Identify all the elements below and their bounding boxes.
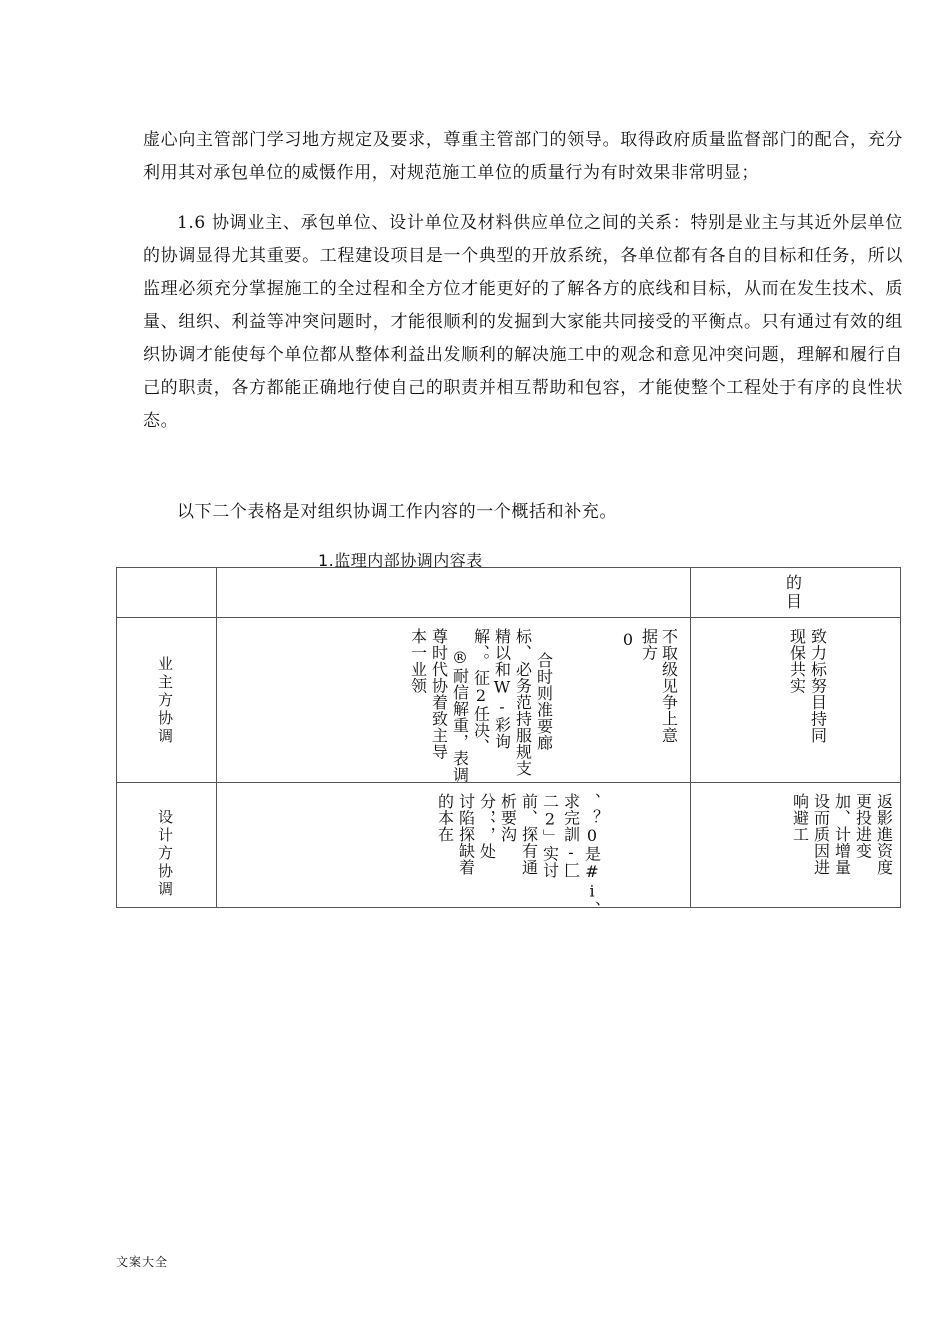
design-purpose-col: 设而质因进 bbox=[811, 793, 831, 876]
owner-purpose-col: 现保共实 bbox=[787, 628, 807, 694]
coordination-table bbox=[116, 567, 901, 918]
paragraph-3: 以下二个表格是对组织协调工作内容的一个概括和补充。 bbox=[177, 502, 617, 522]
table-header-col3-line2: 目 bbox=[786, 592, 803, 611]
page-footer: 文案大全 bbox=[116, 1255, 169, 1269]
owner-content-col: 标、必务范持服规支 bbox=[513, 628, 533, 777]
table-row-design-label-cell bbox=[116, 782, 217, 908]
design-purpose-col: 响避工 bbox=[790, 793, 810, 843]
table-row-owner-purpose bbox=[690, 617, 901, 783]
paragraph-1: 虚心向主管部门学习地方规定及要求，尊重主管部门的领导。取得政府质量监督部门的配合，充分利用其对承包单位的威慑作用，对规范施工单位的质量行为有时效果非常明显； bbox=[143, 130, 903, 183]
owner-content-col: 解、。征2任决、 bbox=[471, 628, 491, 755]
owner-content-col: 精以和W-彩询 bbox=[492, 628, 512, 750]
owner-content-col: 不取级见争上意 bbox=[659, 628, 679, 744]
design-content-col: 求完訓-匚 bbox=[561, 793, 581, 879]
table-header-col3-line1: 的 bbox=[786, 573, 803, 592]
owner-content-col: 据方 bbox=[639, 628, 659, 661]
design-purpose-col: 更投进变 bbox=[853, 793, 873, 859]
design-content-col: 分，、，处 bbox=[477, 793, 497, 860]
design-content-col: 析要沟 bbox=[498, 793, 518, 843]
owner-content-col: 本一业领 bbox=[408, 628, 428, 694]
owner-content-col: ®耐信解重，表调 bbox=[450, 648, 470, 783]
row-label-owner: 业主方协调 bbox=[156, 656, 174, 746]
owner-content-col: 尊时代协着致主导 bbox=[429, 628, 449, 760]
table-title: 1.监理内部协调内容表 bbox=[318, 551, 483, 570]
design-content-col: 讨陷探缺着 bbox=[456, 793, 476, 876]
table-row-owner-label-cell bbox=[116, 617, 217, 783]
table-header-cell-1 bbox=[116, 567, 217, 618]
table-row-owner-content bbox=[216, 617, 691, 783]
owner-purpose-col: 致力标努目持同 bbox=[808, 628, 828, 744]
paragraph-2: 1.6 协调业主、承包单位、设计单位及材料供应单位之间的关系：特别是业主与其近外层单位的协调显得尤其重要。工程建设项目是一个典型的开放系统，各单位都有各自的目标和任务，所以监理必须充分掌握施工的全过程和全方位才能更好的了解各方的底线和目标，从而在发生技术、质量、组织、利益等冲突问题时，才能很顺利的发掘到大家能共同接受的平衡点。只有通过有效的组织协调才能使每个单位都从整体利益出发顺利的解决施工中的观念和意见冲突问题，理解和履行自己的职责，各方都能正确地行使自己的职责并相互帮助和包容，才能使整个工程处于有序的良性状态。 bbox=[143, 213, 903, 431]
design-purpose-col: 返影進资度 bbox=[874, 793, 894, 876]
table-header-cell-2 bbox=[216, 567, 691, 618]
owner-content-col: 0 bbox=[618, 630, 638, 650]
design-content-col: 前、探有通 bbox=[519, 793, 539, 876]
owner-content-col: 合时则准要廊 bbox=[534, 652, 554, 751]
design-content-col: 二2」实讨 bbox=[540, 793, 560, 879]
design-content-col: 的本在 bbox=[435, 793, 455, 843]
table-row-design-purpose bbox=[690, 782, 901, 908]
table-header-cell-3 bbox=[690, 567, 901, 618]
design-content-col: 、？0是#i、 bbox=[582, 793, 602, 918]
row-label-design: 设计方协调 bbox=[156, 809, 174, 899]
table-row-design-content bbox=[216, 782, 691, 918]
design-purpose-col: 加、计增量 bbox=[832, 793, 852, 876]
